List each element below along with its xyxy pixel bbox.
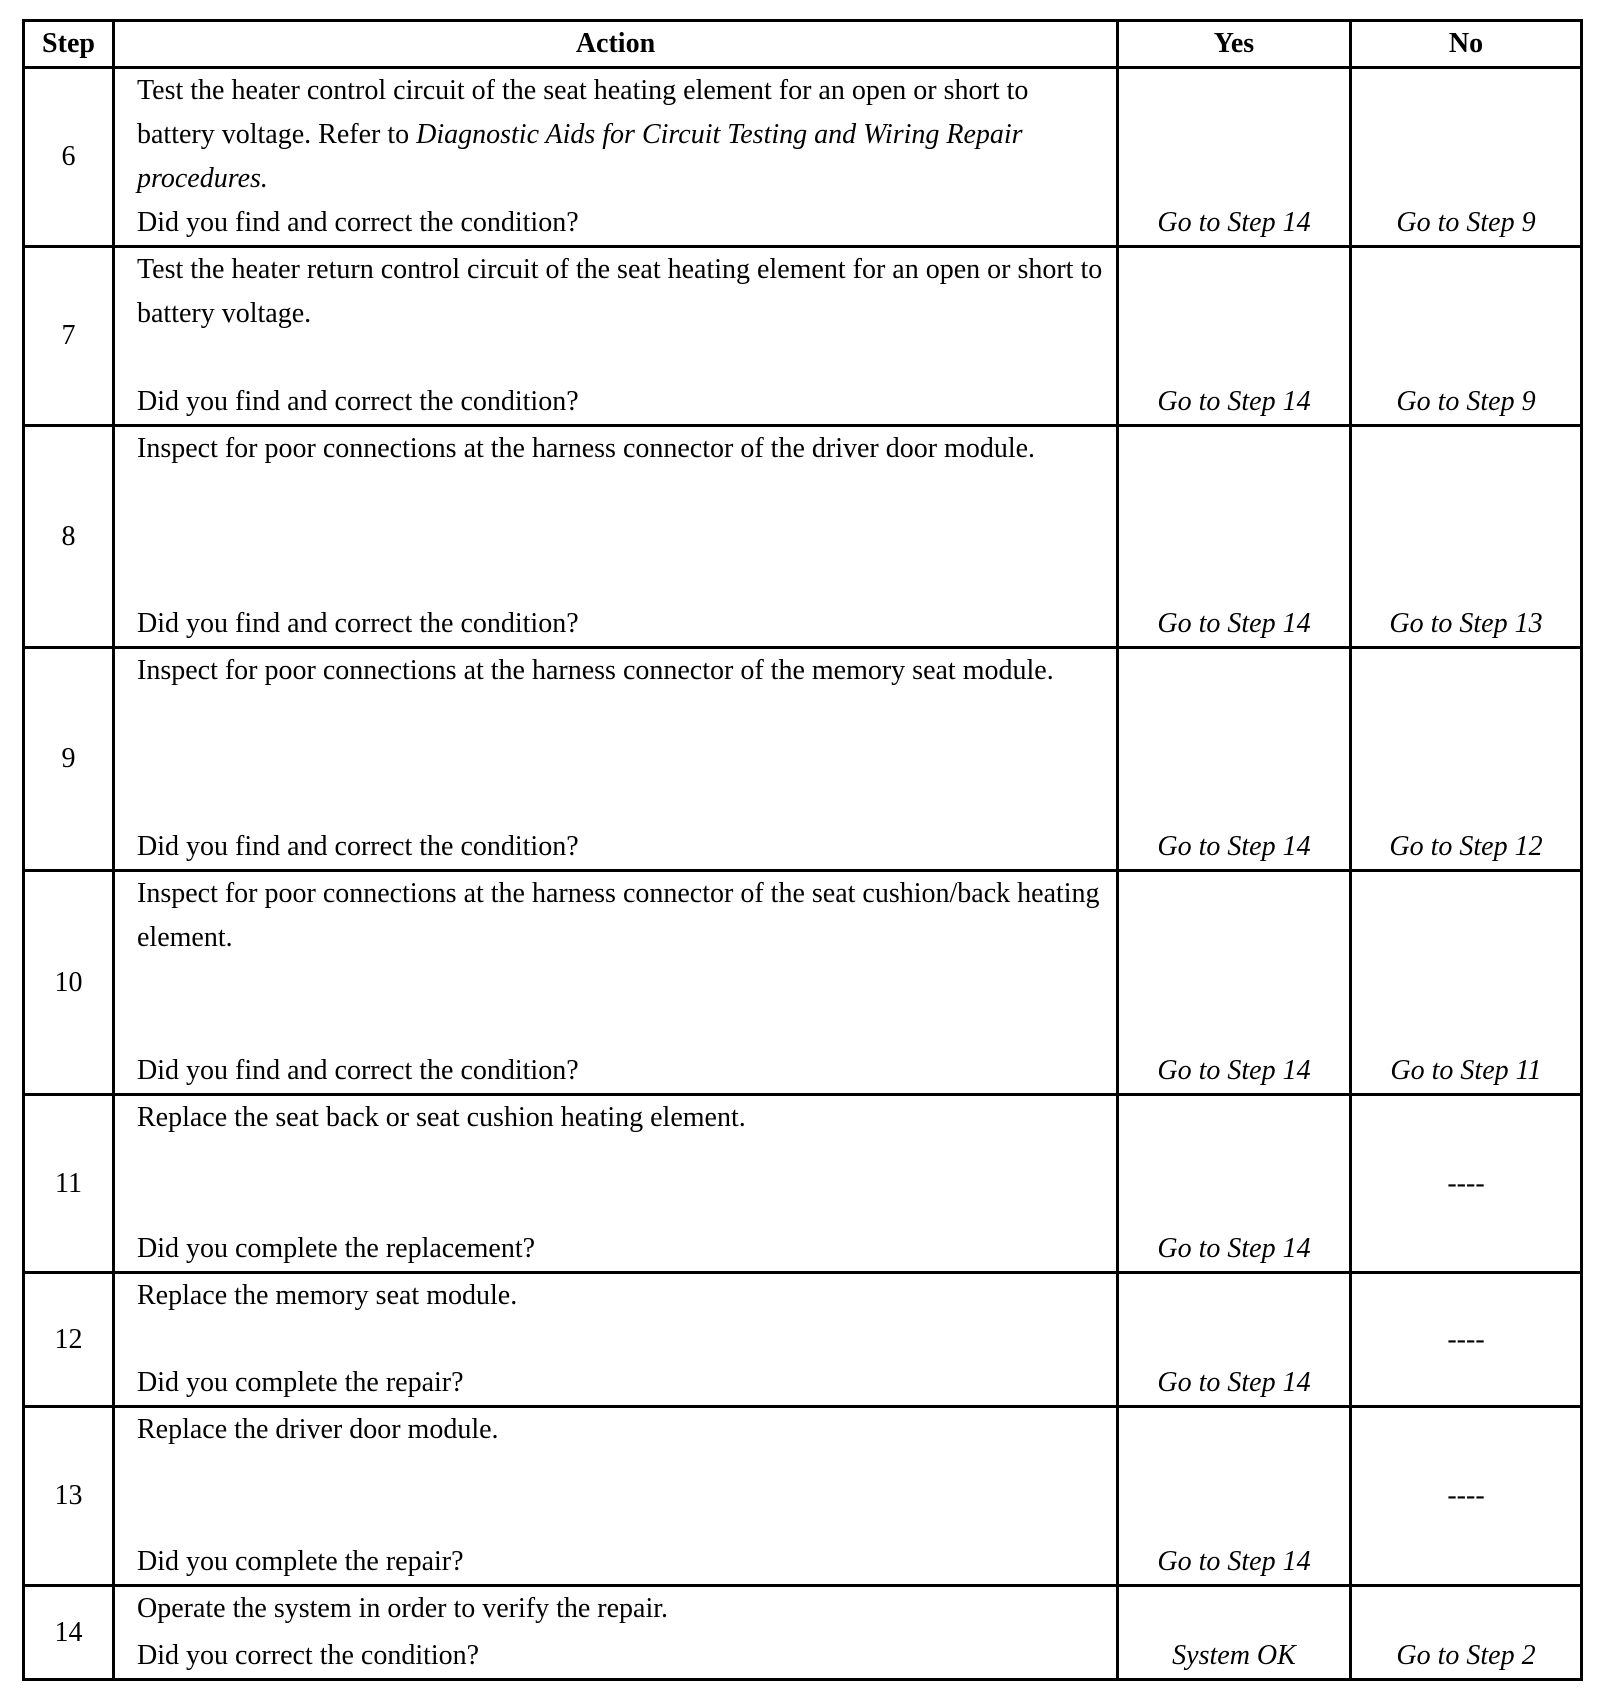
table-row [24,426,1582,648]
yes-result: System OK [1118,1586,1351,1680]
action-content [137,1408,1106,1584]
action-content [137,69,1106,245]
table-row [24,871,1582,1095]
no-result: Go to Step 9 [1351,68,1582,247]
no-result: Go to Step 12 [1351,648,1582,871]
step-number: 6 [24,68,114,247]
action-question: Did you complete the repair? [137,1546,464,1577]
action-instruction [137,69,1106,201]
instruction-text: Replace the driver door module. [137,1414,499,1445]
step-number: 7 [24,247,114,426]
action-content [137,1587,1106,1678]
step-number: 14 [24,1586,114,1680]
action-cell [114,1095,1118,1273]
instruction-text: Operate the system in order to verify the repair. [137,1593,669,1624]
action-cell [114,68,1118,247]
action-question: Did you find and correct the condition? [137,1055,579,1086]
header-yes: Yes [1118,21,1351,68]
table-row [24,1586,1582,1680]
no-result: ---- [1351,1273,1582,1407]
action-cell [114,1407,1118,1586]
table-row [24,247,1582,426]
action-content [137,427,1106,646]
no-result: ---- [1351,1095,1582,1273]
header-action: Action [114,21,1118,68]
yes-result: Go to Step 14 [1118,1095,1351,1273]
action-question: Did you complete the repair? [137,1367,464,1398]
action-content [137,649,1106,869]
instruction-text: Replace the memory seat module. [137,1280,518,1311]
action-instruction [137,649,1106,693]
instruction-text: Test the heater return control circuit of the seat heating element for an open or short to battery voltage. [137,254,1103,329]
instruction-text: Test the heater control circuit of the seat heating element for an open or short to battery voltage. Refer to [137,75,1029,150]
yes-result: Go to Step 14 [1118,1273,1351,1407]
reference-link-text: Diagnostic Aids for Circuit Testing and Wiring Repair procedures. [137,119,1023,194]
step-number: 8 [24,426,114,648]
instruction-text: Inspect for poor connections at the harness connector of the memory seat module. [137,655,1054,686]
action-content [137,1096,1106,1271]
step-number: 13 [24,1407,114,1586]
table-row [24,68,1582,247]
instruction-text: Inspect for poor connections at the harness connector of the driver door module. [137,433,1036,464]
no-result: Go to Step 11 [1351,871,1582,1095]
yes-result: Go to Step 14 [1118,426,1351,648]
action-question: Did you find and correct the condition? [137,207,579,238]
action-question: Did you find and correct the condition? [137,608,579,639]
action-instruction [137,1096,1106,1140]
step-number: 12 [24,1273,114,1407]
action-content [137,1274,1106,1405]
diagnostic-steps-table [22,19,1583,1681]
action-cell [114,426,1118,648]
step-number: 9 [24,648,114,871]
action-cell [114,648,1118,871]
action-content [137,248,1106,424]
step-number: 11 [24,1095,114,1273]
table-row [24,648,1582,871]
yes-result: Go to Step 14 [1118,648,1351,871]
action-question: Did you find and correct the condition? [137,831,579,862]
header-row [24,21,1582,68]
action-cell [114,1273,1118,1407]
action-instruction [137,248,1106,336]
table-row [24,1273,1582,1407]
action-instruction [137,1587,1106,1631]
no-result: Go to Step 2 [1351,1586,1582,1680]
action-instruction [137,1274,1106,1318]
instruction-text: Replace the seat back or seat cushion heating element. [137,1102,746,1133]
header-no: No [1351,21,1582,68]
action-instruction [137,872,1106,960]
no-result: Go to Step 9 [1351,247,1582,426]
table-row [24,1407,1582,1586]
header-step: Step [24,21,114,68]
action-instruction [137,427,1106,471]
instruction-text: Inspect for poor connections at the harness connector of the seat cushion/back heating element. [137,878,1100,953]
action-content [137,872,1106,1093]
action-cell [114,247,1118,426]
action-question: Did you find and correct the condition? [137,386,579,417]
yes-result: Go to Step 14 [1118,1407,1351,1586]
table-row [24,1095,1582,1273]
action-cell [114,1586,1118,1680]
no-result: ---- [1351,1407,1582,1586]
action-instruction [137,1408,1106,1452]
step-number: 10 [24,871,114,1095]
yes-result: Go to Step 14 [1118,871,1351,1095]
yes-result: Go to Step 14 [1118,68,1351,247]
action-cell [114,871,1118,1095]
no-result: Go to Step 13 [1351,426,1582,648]
action-question: Did you correct the condition? [137,1640,480,1671]
yes-result: Go to Step 14 [1118,247,1351,426]
action-question: Did you complete the replacement? [137,1233,536,1264]
